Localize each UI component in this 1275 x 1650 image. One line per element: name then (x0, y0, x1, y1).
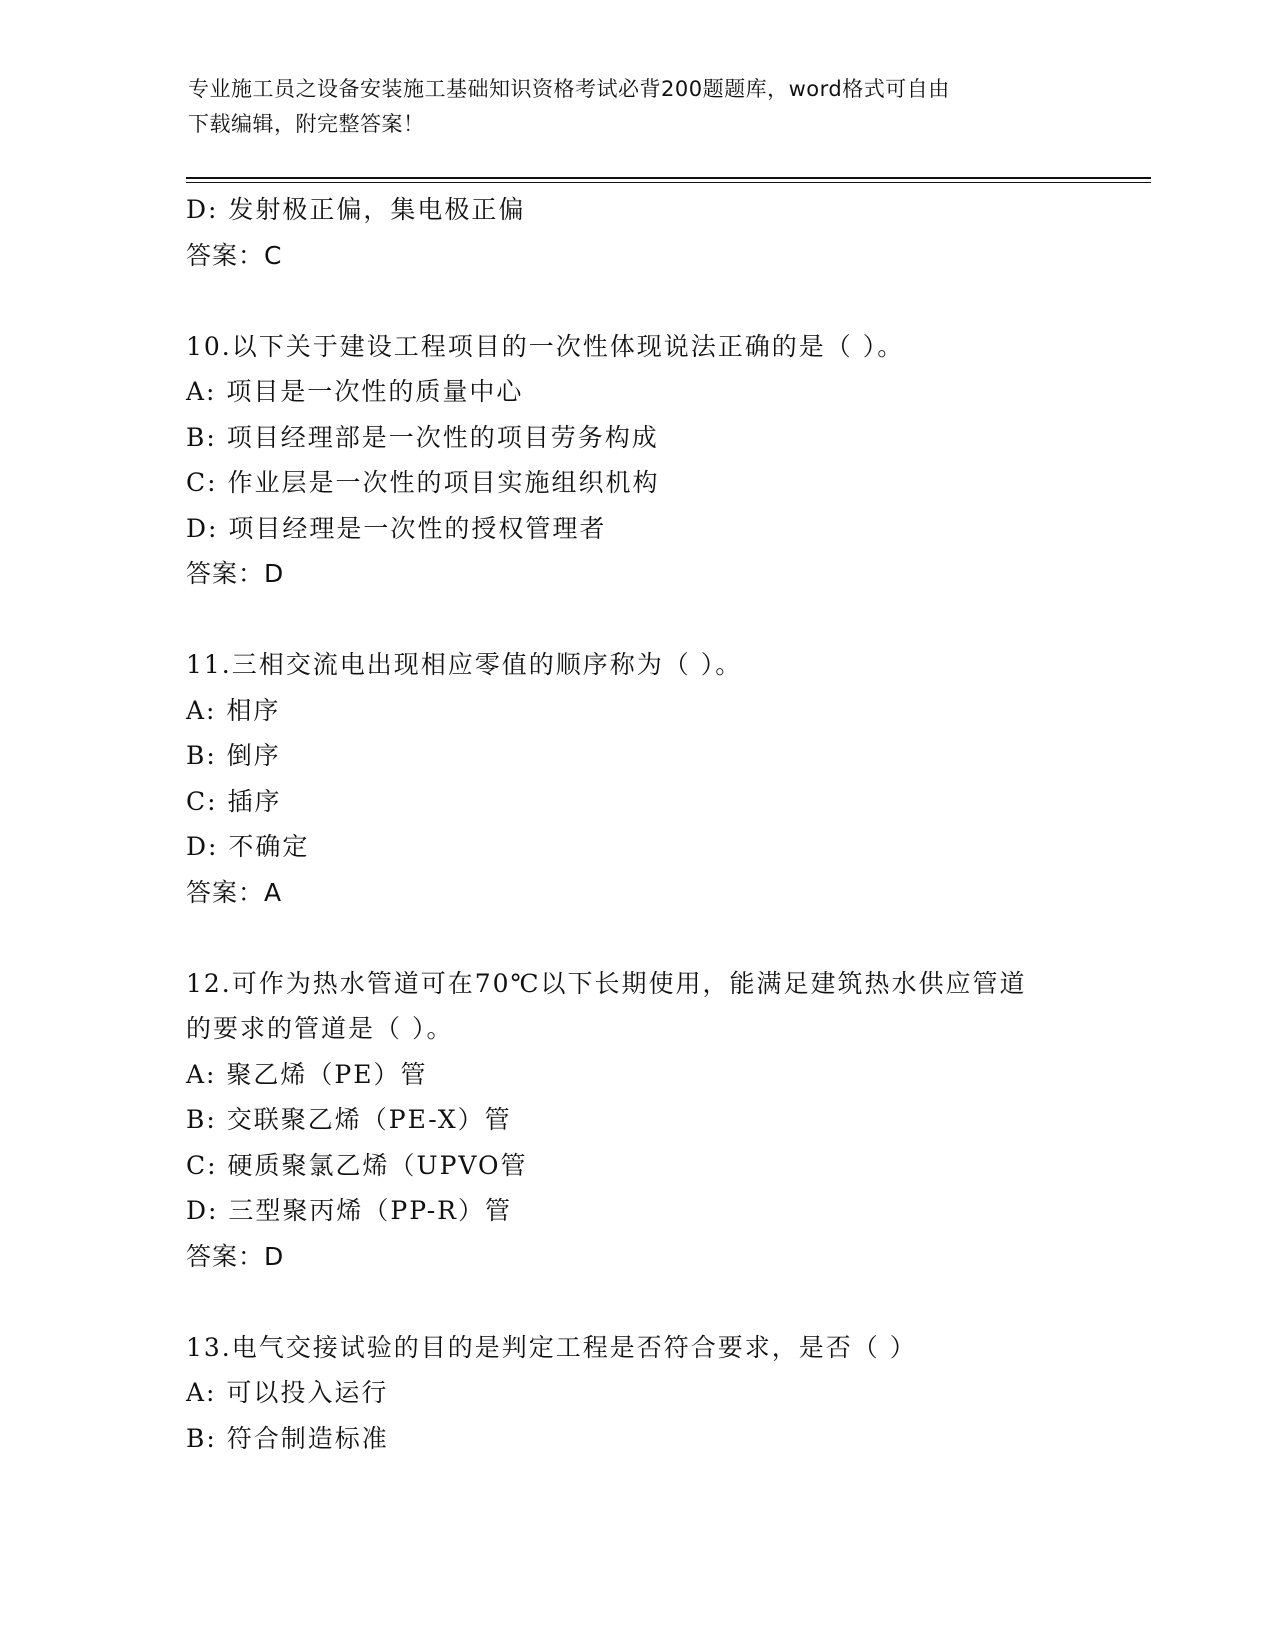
option-a: A: 可以投入运行 (186, 1378, 389, 1407)
option-d: D: 项目经理是一次性的授权管理者 (186, 513, 607, 543)
question-11 (186, 642, 1106, 915)
option-c: C: 作业层是一次性的项目实施组织机构 (186, 468, 660, 497)
question-stem: 10.以下关于建设工程项目的一次性体现说法正确的是（ ）。 (186, 331, 905, 361)
question-12 (186, 961, 1106, 1280)
option-d: D: 不确定 (186, 832, 310, 861)
question-13 (186, 1325, 1106, 1462)
option-a: A: 相序 (186, 695, 281, 725)
carryover-answer: 答案：C (186, 240, 283, 270)
option-c: C: 插序 (186, 786, 282, 816)
header-line-2: 下载编辑，附完整答案！ (188, 112, 425, 136)
question-stem-line-1: 12.可作为热水管道可在70℃以下长期使用，能满足建筑热水供应管道 (186, 968, 1027, 998)
spacer (186, 915, 1106, 961)
answer: 答案：D (186, 1241, 285, 1271)
answer: 答案：D (186, 559, 285, 588)
option-b: B: 项目经理部是一次性的项目劳务构成 (186, 422, 659, 452)
spacer (186, 597, 1106, 643)
option-b: B: 符合制造标准 (186, 1423, 389, 1453)
header-rule-thin (186, 182, 1151, 183)
spacer (186, 278, 1106, 324)
option-b: B: 交联聚乙烯（PE-X）管 (186, 1105, 512, 1134)
answer: 答案：A (186, 877, 283, 907)
carryover-option-d: D: 发射极正偏，集电极正偏 (186, 195, 526, 224)
spacer (186, 1279, 1106, 1325)
question-list (186, 187, 1106, 1461)
header-line-1: 专业施工员之设备安装施工基础知识资格考试必背200题题库，word格式可自由 (188, 77, 950, 101)
option-a: A: 聚乙烯（PE）管 (186, 1059, 428, 1089)
page-header (188, 72, 1088, 142)
question-stem-line-2: 的要求的管道是（ ）。 (186, 1014, 454, 1043)
question-10 (186, 324, 1106, 597)
question-stem: 11.三相交流电出现相应零值的顺序称为（ ）。 (186, 650, 743, 679)
question-stem: 13.电气交接试验的目的是判定工程是否符合要求，是否（ ） (186, 1332, 917, 1362)
option-d: D: 三型聚丙烯（PP-R）管 (186, 1196, 512, 1225)
header-rule-thick (186, 177, 1151, 179)
option-a: A: 项目是一次性的质量中心 (186, 377, 524, 406)
option-c: C: 硬质聚氯乙烯（UPVO管 (186, 1150, 528, 1180)
option-b: B: 倒序 (186, 741, 281, 770)
